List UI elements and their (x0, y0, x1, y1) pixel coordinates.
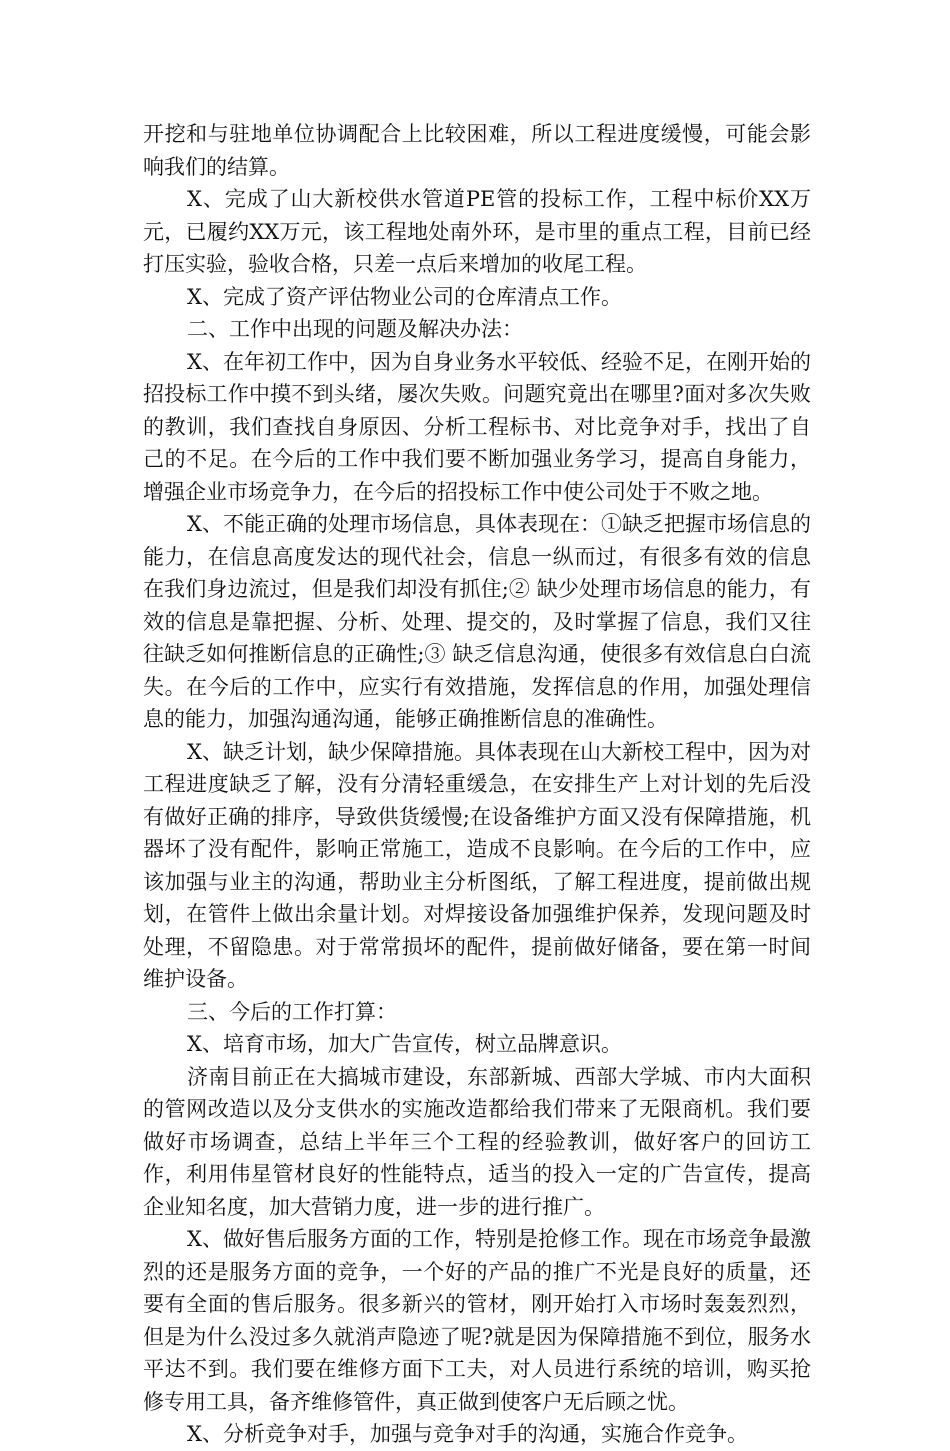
paragraph-after-sales-service: X、做好售后服务方面的工作，特别是抢修工作。现在市场竞争最激烈的还是服务方面的竞争，一个好的产品的推广不光是良好的质量，还要有全面的售后服务。很多新兴的管材，刚开始打入市场时轰轰烈烈，但是为什么没过多久就消声隐迹了呢?就是因为保障措施不到位，服务水平达不到。我们要在维修方面下工夫，对人员进行系统的培训，购买抢修专用工具，备齐维修管件，真正做到使客户无后顾之忧。 (143, 1227, 811, 1414)
paragraph-jinan-opportunities: 济南目前正在大搞城市建设，东部新城、西部大学城、市内大面积的管网改造以及分支供水的实施改造都给我们带来了无限商机。我们要做好市场调查，总结上半年三个工程的经验教训，做好客户的回访工作，利用伟星管材良好的性能特点，适当的投入一定的广告宣传，提高企业知名度，加大营销力度，进一步的进行推广。 (143, 1064, 811, 1219)
section-heading-future-plans: 三、今后的工作打算： (187, 999, 397, 1024)
section-heading-problems: 二、工作中出现的问题及解决办法： (187, 317, 523, 341)
paragraph-lack-of-planning: X、缺乏计划，缺少保障措施。具体表现在山大新校工程中，因为对工程进度缺乏了解，没有分清轻重缓急，在安排生产上对计划的先后没有做好正确的排序，导致供货缓慢;在设备维护方面又没有保障措施，机器坏了没有配件，影响正常施工，造成不良影响。在今后的工作中，应该加强与业主的沟通，帮助业主分析图纸，了解工程进度，提前做出规划，在管件上做出余量计划。对焊接设备加强维护保养，发现问题及时处理，不留隐患。对于常常损坏的配件，提前做好储备，要在第一时间维护设备。 (143, 739, 811, 991)
paragraph-market-cultivation: X、培育市场，加大广告宣传，树立品牌意识。 (187, 1032, 622, 1056)
paragraph-bidding-experience: X、在年初工作中，因为自身业务水平较低、经验不足，在刚开始的招投标工作中摸不到头绪，屡次失败。问题究竟出在哪里?面对多次失败的教训，我们查找自身原因、分析工程标书、对比竞争对手，找出了自己的不足。在今后的工作中我们要不断加强业务学习，提高自身能力，增强企业市场竞争力，在今后的招投标工作中使公司处于不败之地。 (143, 349, 811, 504)
paragraph-market-information: X、不能正确的处理市场信息，具体表现在：①缺乏把握市场信息的能力，在信息高度发达的现代社会，信息一纵而过，有很多有效的信息在我们身边流过，但是我们却没有抓住;② 缺少处理市场信息的能力，有效的信息是靠把握、分析、处理、提交的，及时掌握了信息，我们又往往缺乏如何推断信息的正确性;③ 缺乏信息沟通，使很多有效信息白白流失。在今后的工作中，应实行有效措施，发挥信息的作用，加强处理信息的能力，加强沟通沟通，能够正确推断信息的准确性。 (143, 512, 811, 731)
paragraph-continuation: 开挖和与驻地单位协调配合上比较困难，所以工程进度缓慢，可能会影响我们的结算。 (143, 122, 811, 179)
paragraph-warehouse-inventory: X、完成了资产评估物业公司的仓库清点工作。 (187, 284, 622, 309)
document-body (143, 118, 811, 1451)
paragraph-competitor-analysis: X、分析竞争对手，加强与竞争对手的沟通，实施合作竞争。 (187, 1422, 748, 1446)
paragraph-pe-pipe-bid: X、完成了山大新校供水管道PE管的投标工作，工程中标价XX万元，已履约XX万元，该工程地处南外环，是市里的重点工程，目前已经打压实验，验收合格，只差一点后来增加的收尾工程。 (143, 187, 811, 276)
